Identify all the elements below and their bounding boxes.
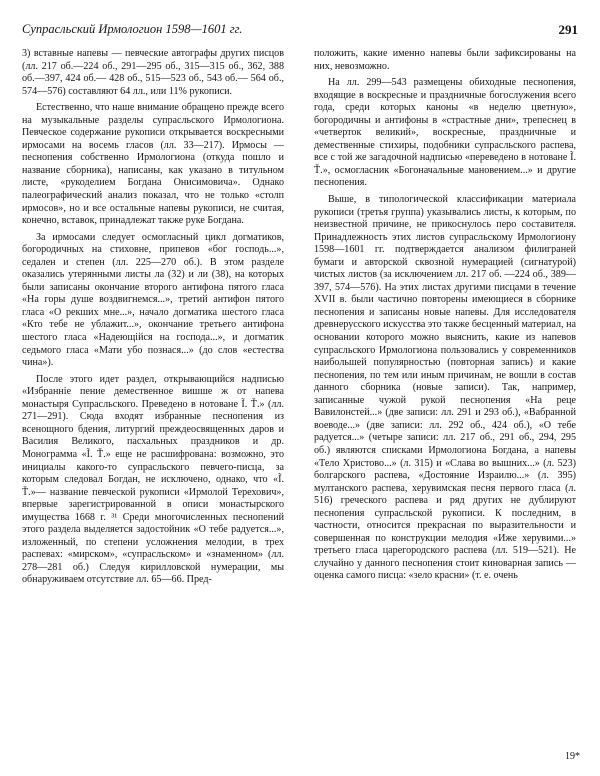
paragraph: Выше, в типологической классификации материала рукописи (третья группа) указывались листы, к которым, по неизвестной причине, не прикоснулось перо составителя. Принадлежность этих листов супрасльскому Ирмологиону 1598—1601 гг. подтверждается анализом филиграней бумаги и авторской сквозной нумерацией (сигнатурой) чистых листов (за исключением лл. 217 об. —224 об., 389—397, 574—576). На этих листах другими писцами в течение XVII в. были частично повторены имеющиеся в сборнике песнопения и записаны новые напевы. Для исследователя древнерусского искусства это также бесценный материал, на основании которого можно выяснить, какие из напевов супрасльского Ирмологиона пользовались у современников наибольшей популярностью (повторная запись) и какие песнопения, по тем или иным причинам, не вошли в состав данного сборника (новые записи). Так, например, записанные чужой рукой песнопения «На реце Вавилонстей...» (две записи: лл. 291 и 293 об.), «Вабранной воеводе...» (две записи: лл. 292 об., 424 об.), «О тебе радуется...» (четыре записи: лл. 217 об., 291 об., 294, 295 об.) являются списками Ирмологиона Богдана, а напевы «Тело Христово...» (л. 315) и «Слава во вышних...» (л. 523) болгарского распева, «Достояние Израилю...» (л. 395) мултанского распева, херувимская песня первого гласа (л. 516) греческого распева и ряд других не дублируют песнопения супрасльской рукописи. К последним, в частности, относится прекрасная по выразительности и совершенная по конструкции мелодия «Иже херувими...» третьего гласа царегородского распева (лл. 519—521). Не случайно у данного песнопения стоит киноварная запись — оценка самого писца: «зело красни» (т. е. очень <box>314 194 576 582</box>
printer-signature: 19* <box>565 751 580 762</box>
running-title: Супрасльский Ирмологион 1598—1601 гг. <box>22 22 243 36</box>
paragraph: После этого идет раздел, открывающийся надписью «Избраннiе пение демественное вишше ж от напева монастыря Супрасльского. Преведено в нотоване Ĩ. Ť.» (лл. 271—291). Сюда входят избранные песнопения из всенощного бдения, литургий преждеосвященных даров и Василия Великого, пасхальных праздников и др. Монограмма «Ĩ. Ť.» еще не расшифрована: возможно, это инициалы какого-то супрасльского певчего-писца, за которым следовал Богдан, не исключено, однако, что «Ĩ. Ť.»— название певческой рукописи «Ирмолой Терехович», впервые зарегистрированной в описи монастырского имущества 1668 г. ³¹ Среди многочисленных песнопений этого раздела выделяется задостойник «О тебе радуется...», изложенный, по степени усложнения мелодии, в трех распевах: «мирском», «супрасльском» и «знаменном» (лл. 278—281 об.) Следуя кирилловской нумерации, мы обнаруживаем отсутствие лл. 65—66. Пред- <box>22 373 284 586</box>
page-number: 291 <box>558 22 578 37</box>
paragraph: На лл. 299—543 размещены обиходные песнопения, входящие в воскресные и праздничные богослужения всего года, среди которых каноны «в неделю цветную», богородичны и антифоны в «страстные дни», трепеснец в «четверток великий», воскресные, праздничные и демественные стихиры, подобники супрасльского распева, все с той же загадочной надписью «переведено в нотоване Ĩ. Ť.», осмогласник «Богоначальные мановением...» и другие песнопения. <box>314 77 576 189</box>
running-header <box>22 22 578 44</box>
left-column <box>22 48 284 587</box>
paragraph: 3) вставные напевы — певческие автографы других писцов (лл. 217 об.—224 об., 291—295 об., 315—315 об., 362, 388 об.—397, 424 об.— 428 об., 515—523 об., 543 об.— 564 об., 574—576) составляют 64 лл., или 11% рукописи. <box>22 48 284 97</box>
paragraph: Естественно, что наше внимание обращено прежде всего на музыкальные разделы супрасльского Ирмологиона. Певческое содержание рукописи открывается воскресными ирмосами на восемь гласов (лл. 33—217). Ирмосы — песнопения собственно Ирмологиона (откуда пошло и название сборника), написаны, как указано в титульном листе, «рукоделием Богдана Онисимовича». Однако палеографический анализ показал, что не только «столп ирмосов», но и все остальные напевы рукописи, не считая, конечно, вставок, принадлежат также руке Богдана. <box>22 102 284 227</box>
paragraph: положить, какие именно напевы были зафиксированы на них, невозможно. <box>314 48 576 72</box>
paragraph: За ирмосами следует осмогласный цикл догматиков, богородичных на стиховне, припевов «бог господь...», седален и степен (лл. 225—270 об.). В этом разделе оказались утерянными листы ла (32) и ли (38), на которых были записаны окончание второго антифона пятого гласа «На горы душе воздвигнемся...», третий антифон пятого гласа «О рекших мне...», начало догматика шестого гласа «Кто тебе не ублажит...», окончание третьего антифона шестого гласа «Надеющійся на господа...», и догматик седьмого гласа «Мати убо познася...» (до слов «естества чина»). <box>22 231 284 369</box>
right-column <box>314 48 576 583</box>
